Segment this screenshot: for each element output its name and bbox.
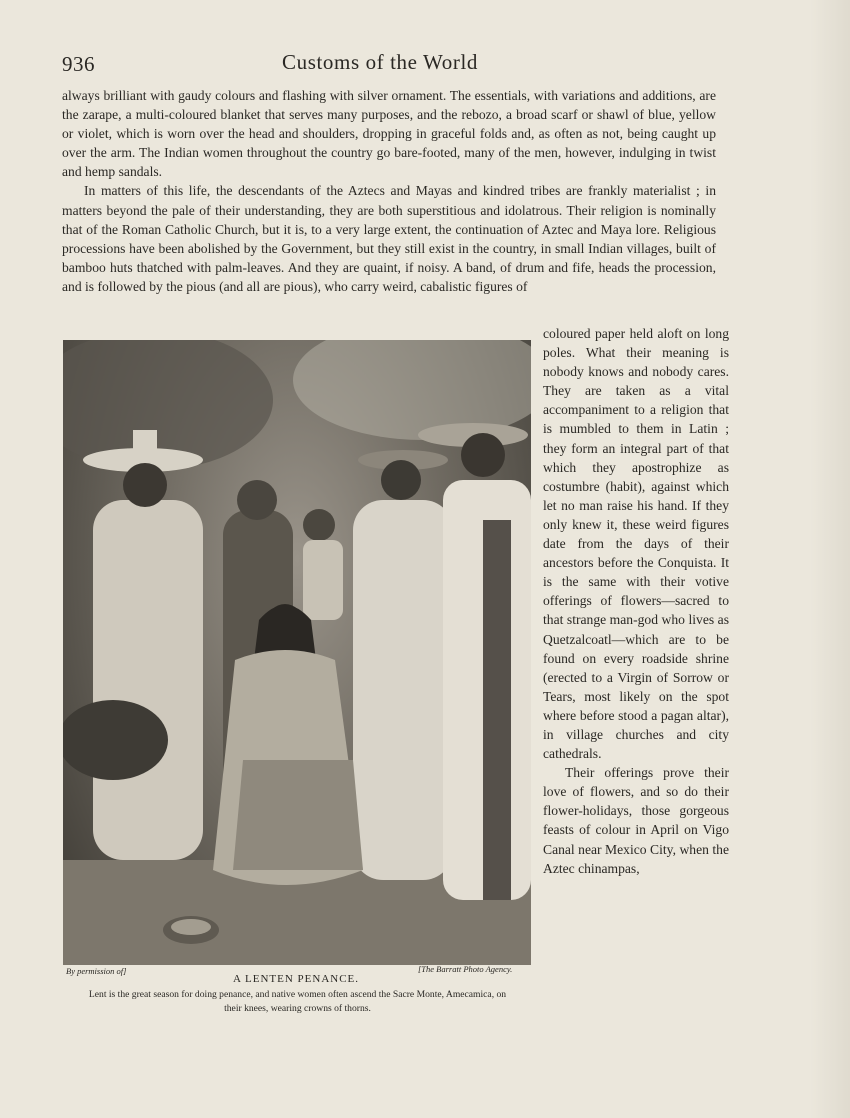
page-number: 936 (62, 52, 95, 76)
photo-credit-right: [The Barratt Photo Agency. (418, 964, 513, 974)
column-paragraph-1: coloured paper held aloft on long poles. What their meaning is nobody knows and nobody cares. They are taken as a vital accompaniment to a religion that is mumbled to them in Latin ; they form an integral part of that which they apostrophize as costumbre (habit), against which let no man raise his hand. If they only knew it, these weird figures date from the days of their ancestors before the Conquista. It is the same with their votive offerings of flowers—sacred to that strange man-god who lives as Quetzalcoatl—which are to be found on every roadside shrine (erected to a Virgin of Sorrow or Tears, most likely on the spot where before stood a pagan altar), in village churches and city cathedrals. (543, 326, 729, 762)
column-paragraph-2: Their offerings prove their love of flowers, and so do their flower-holidays, those gorgeous feasts of colour in April on Vigo Canal near Mexico City, when the Aztec chinampas, (543, 765, 729, 876)
page-edge-shade (810, 0, 850, 1118)
body-paragraph-1: always brilliant with gaudy colours and flashing with silver ornament. The essentials, with variations and additions, are the zarape, a multi-coloured blanket that serves many purposes, and the rebozo, a broad scarf or shawl of blue, yellow or violet, which is worn over the head and shoulders, dropping in graceful folds and, as often as not, being caught up over the arm. The Indian women throughout the country go bare-footed, many of the men, however, indulging in twist and hemp sandals. (62, 88, 716, 180)
photograph (63, 340, 531, 965)
photo-credit-left: By permission of] (66, 966, 127, 976)
figure-caption: Lent is the great season for doing penance, and native women often ascend the Sacre Monte, Amecamica, on their knees, wearing crowns of thorns. (88, 989, 507, 1014)
body-text-full-width (62, 86, 716, 296)
running-title: Customs of the World (282, 50, 479, 74)
body-text-column (543, 324, 729, 878)
figure-title: A LENTEN PENANCE. (232, 973, 360, 985)
body-paragraph-2: In matters of this life, the descendants of the Aztecs and Mayas and kindred tribes are frankly materialist ; in matters beyond the pale of their understanding, they are both superstitious and idolatrous. Their religion is nominally that of the Roman Catholic Church, but it is, to a very large extent, the continuation of Aztec and Maya lore. Religious processions have been abolished by the Government, but they still exist in the country, in small Indian villages, built of bamboo huts thatched with palm-leaves. And they are quaint, if noisy. A band, of drum and fife, heads the procession, and is followed by the pious (and all are pious), who carry weird, cabalistic figures of (62, 183, 716, 294)
photograph-illustration (63, 340, 531, 965)
